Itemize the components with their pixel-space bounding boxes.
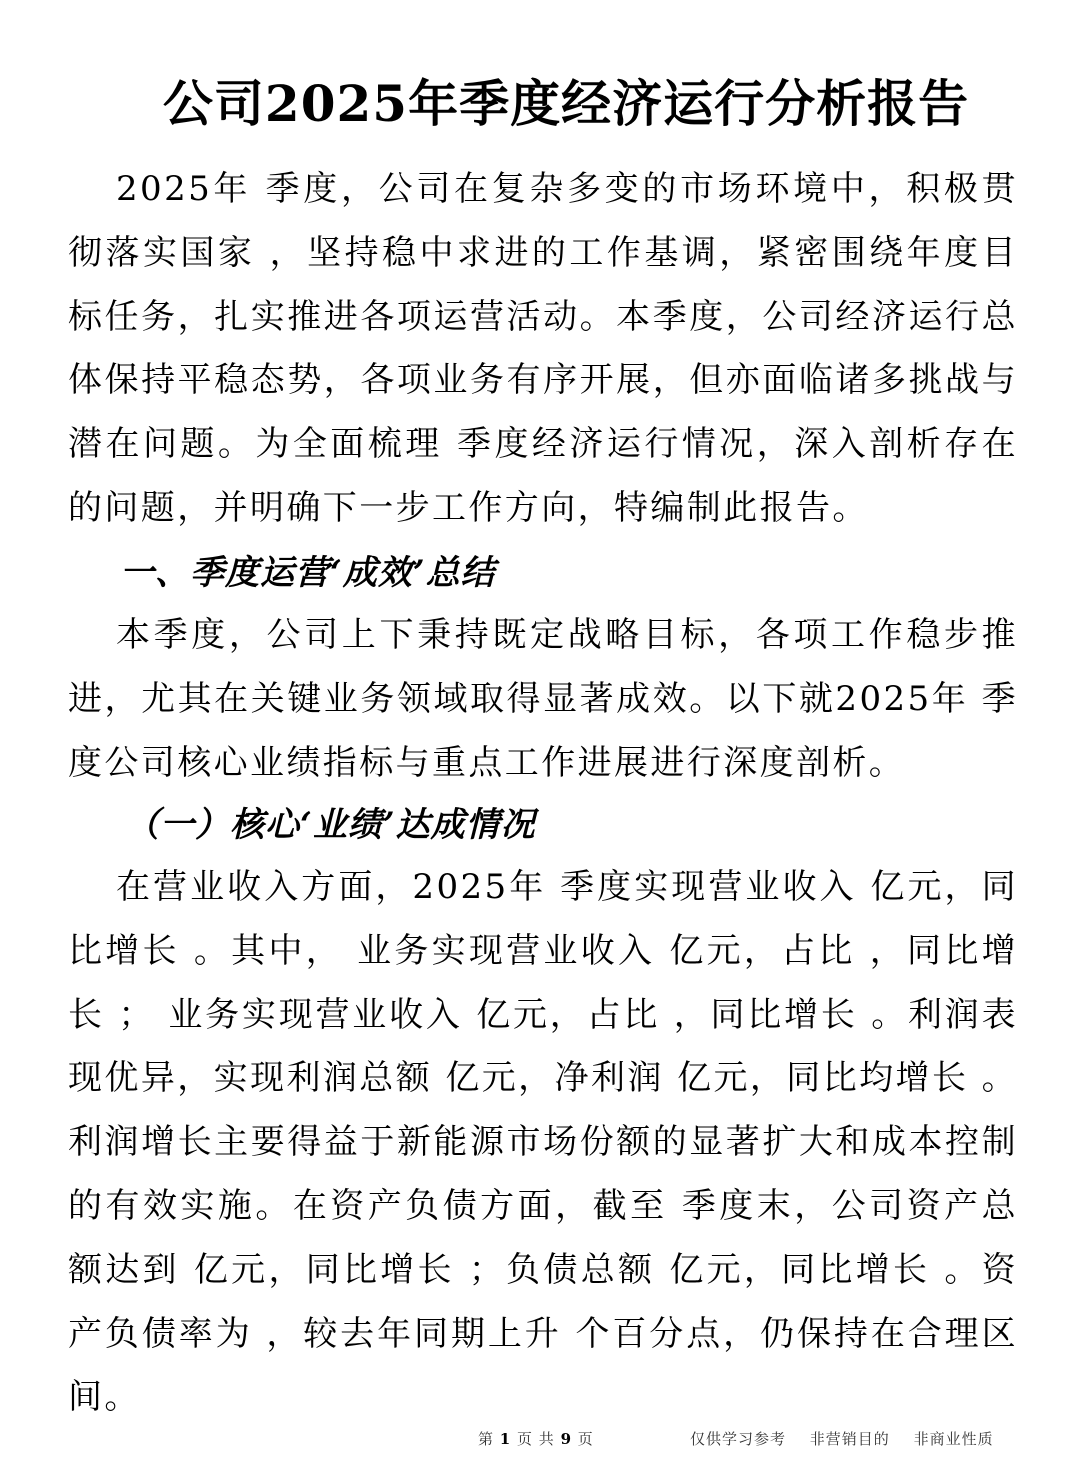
- section-heading: 一、季度运营‘成效’总结: [120, 553, 496, 593]
- page-prefix: 第: [478, 1430, 495, 1448]
- notice-item: 仅供学习参考: [690, 1430, 787, 1448]
- page-number: [478, 1428, 594, 1449]
- page-footer: [0, 1428, 1080, 1456]
- performance-paragraph: 在营业收入方面，2025年 季度实现营业收入 亿元，同比增长 。其中， 业务实现营业收入 亿元，占比 ，同比增长 ； 业务实现营业收入 亿元，占比 ，同比增长 。利润表现优异，实现利润总额 亿元，净利润 亿元，同比均增长 。利润增长主要得益于新能源市场份额的显著扩大和成本控制的有效实施。在资产负债方面，截至 季度末，公司资产总额达到 亿元，同比增长 ；负债总额 亿元，同比增长 。资产负债率为 ，较去年同期上升 个百分点，仍保持在合理区间。: [68, 867, 1018, 1418]
- page-total: 9: [560, 1430, 573, 1448]
- notice-item: 非商业性质: [913, 1430, 994, 1448]
- page-current: 1: [499, 1430, 512, 1448]
- document-title: 公司2025年季度经济运行分析报告: [162, 74, 970, 133]
- intro-paragraph: 2025年 季度，公司在复杂多变的市场环境中，积极贯彻落实国家 ，坚持稳中求进的工作基调，紧密围绕年度目标任务，扎实推进各项运营活动。本季度，公司经济运行总体保持平稳态势，各项业务有序开展，但亦面临诸多挑战与潜在问题。为全面梳理 季度经济运行情况，深入剖析存在的问题，并明确下一步工作方向，特编制此报告。: [68, 169, 1018, 528]
- section-paragraph: 本季度，公司上下秉持既定战略目标，各项工作稳步推进，尤其在关键业务领域取得显著成效。以下就2025年 季度公司核心业绩指标与重点工作进展进行深度剖析。: [68, 615, 1018, 783]
- notice-item: 非营销目的: [809, 1430, 890, 1448]
- page-suffix: 页: [577, 1430, 594, 1448]
- page-middle: 页 共: [517, 1430, 555, 1448]
- subsection-heading: （一）核心‘业绩’达成情况: [125, 805, 536, 845]
- usage-notice: [690, 1428, 994, 1449]
